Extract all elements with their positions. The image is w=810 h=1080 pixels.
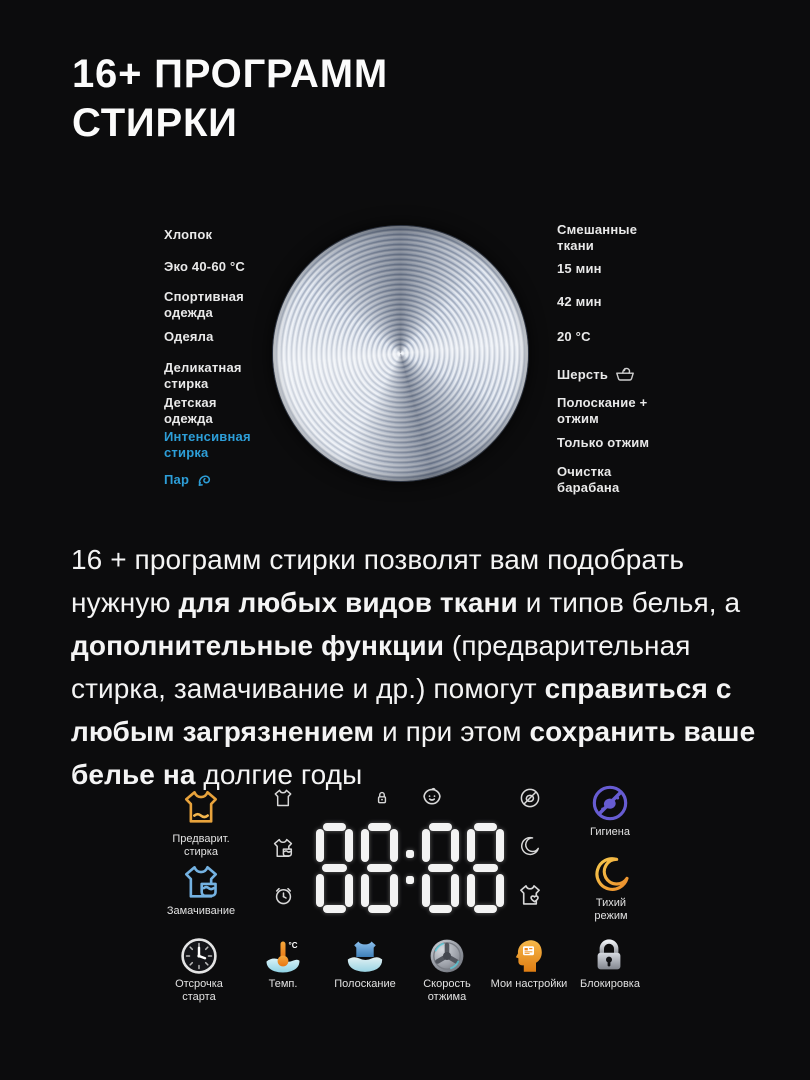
moon-icon	[519, 835, 541, 862]
program-spin-only	[557, 435, 687, 451]
rinse-label: Полоскание	[334, 978, 396, 990]
soak-label: Замачивание	[166, 905, 236, 917]
program-steam	[164, 469, 266, 493]
program-cotton	[164, 227, 266, 243]
program-label: Интенсивная стирка	[164, 429, 251, 460]
hygiene-icon	[518, 786, 542, 815]
description-segment: и типов белья, а	[517, 587, 741, 618]
lock-icon	[372, 788, 392, 813]
rinse-icon	[345, 936, 385, 981]
my-settings-label: Мои настройки	[490, 978, 568, 990]
description-segment: долгие годы	[195, 759, 363, 790]
seven-seg-digit	[467, 823, 504, 913]
description-text	[71, 538, 759, 796]
program-dial-knob	[273, 226, 528, 481]
program-label: Эко 40-60 °C	[164, 259, 245, 274]
my-settings-icon	[509, 936, 549, 981]
seven-seg-digit	[422, 823, 459, 913]
program-label: Хлопок	[164, 227, 213, 242]
program-kids-clothes	[164, 395, 266, 427]
title-line-2: СТИРКИ	[72, 101, 238, 145]
program-label: 42 мин	[557, 294, 602, 309]
program-delicate	[164, 360, 266, 392]
seven-seg-digit	[361, 823, 398, 913]
steam-icon	[195, 469, 215, 493]
description-segment: (предварительная стирка, замачивание и др.) помогут	[71, 630, 691, 704]
quiet-mode-label: Тихий режим	[594, 897, 628, 922]
shirt-soak-icon	[271, 836, 295, 865]
program-rinse-spin	[557, 395, 667, 427]
program-label: Очистка барабана	[557, 464, 620, 495]
delay-start-clock-icon	[179, 936, 219, 981]
program-wool	[557, 362, 687, 388]
prewash-shirt-icon	[180, 786, 222, 833]
delay-start-label: Отсрочка старта	[175, 978, 223, 1003]
program-label: Смешанные ткани	[557, 222, 638, 253]
program-label: Одеяла	[164, 329, 214, 344]
program-label: Шерсть	[557, 367, 609, 382]
program-drum-clean	[557, 464, 647, 496]
temperature-icon	[263, 936, 303, 981]
spin-speed-label: Скорость отжима	[423, 978, 471, 1003]
program-eco-40-60	[164, 259, 266, 275]
display-colon	[404, 823, 416, 913]
program-label: 20 °C	[557, 329, 591, 344]
program-mixed-fabrics	[557, 222, 667, 254]
program-label: Только отжим	[557, 435, 650, 450]
description-bold-segment: справиться с любым загрязнением	[71, 673, 732, 747]
handwash-icon	[614, 362, 636, 388]
temperature-label: Темп.	[268, 978, 298, 990]
soak-shirt-icon	[180, 861, 222, 908]
program-20-degrees	[557, 329, 667, 345]
quiet-moon-icon	[592, 854, 632, 899]
description-segment: 16 + программ стирки позволят вам подобрать нужную	[71, 544, 685, 618]
hygiene-label: Гигиена	[590, 826, 630, 838]
description-bold-segment: для любых видов ткани	[178, 587, 518, 618]
prewash-label: Предварит. стирка	[172, 833, 230, 858]
description-bold-segment: сохранить ваше белье на	[71, 716, 756, 790]
program-15-min	[557, 261, 667, 277]
title-line-1: 16+ ПРОГРАММ	[72, 52, 388, 96]
svg-text:°C: °C	[288, 941, 298, 950]
program-sportswear	[164, 289, 266, 321]
spin-speed-drum-icon	[427, 936, 467, 981]
program-label: 15 мин	[557, 261, 602, 276]
seven-segment-display	[312, 823, 508, 913]
child-lock-label: Блокировка	[580, 978, 640, 990]
child-lock-icon	[589, 936, 629, 981]
description-bold-segment: дополнительные функции	[71, 630, 445, 661]
hygiene-badge-icon	[590, 783, 630, 828]
program-42-min	[557, 294, 667, 310]
shirt-icon	[272, 787, 294, 814]
program-label: Пар	[164, 472, 190, 487]
timer-icon	[272, 884, 295, 912]
program-blankets	[164, 329, 266, 345]
program-label: Деликатная стирка	[164, 360, 242, 391]
program-label: Детская одежда	[164, 395, 217, 426]
program-label: Полоскание + отжим	[557, 395, 648, 426]
program-intensive	[164, 429, 266, 461]
program-label: Спортивная одежда	[164, 289, 244, 320]
page-title	[72, 50, 388, 148]
description-segment: и при этом	[374, 716, 530, 747]
seven-seg-digit	[316, 823, 353, 913]
shirt-heart-icon	[517, 882, 543, 913]
baby-care-icon	[419, 785, 445, 816]
